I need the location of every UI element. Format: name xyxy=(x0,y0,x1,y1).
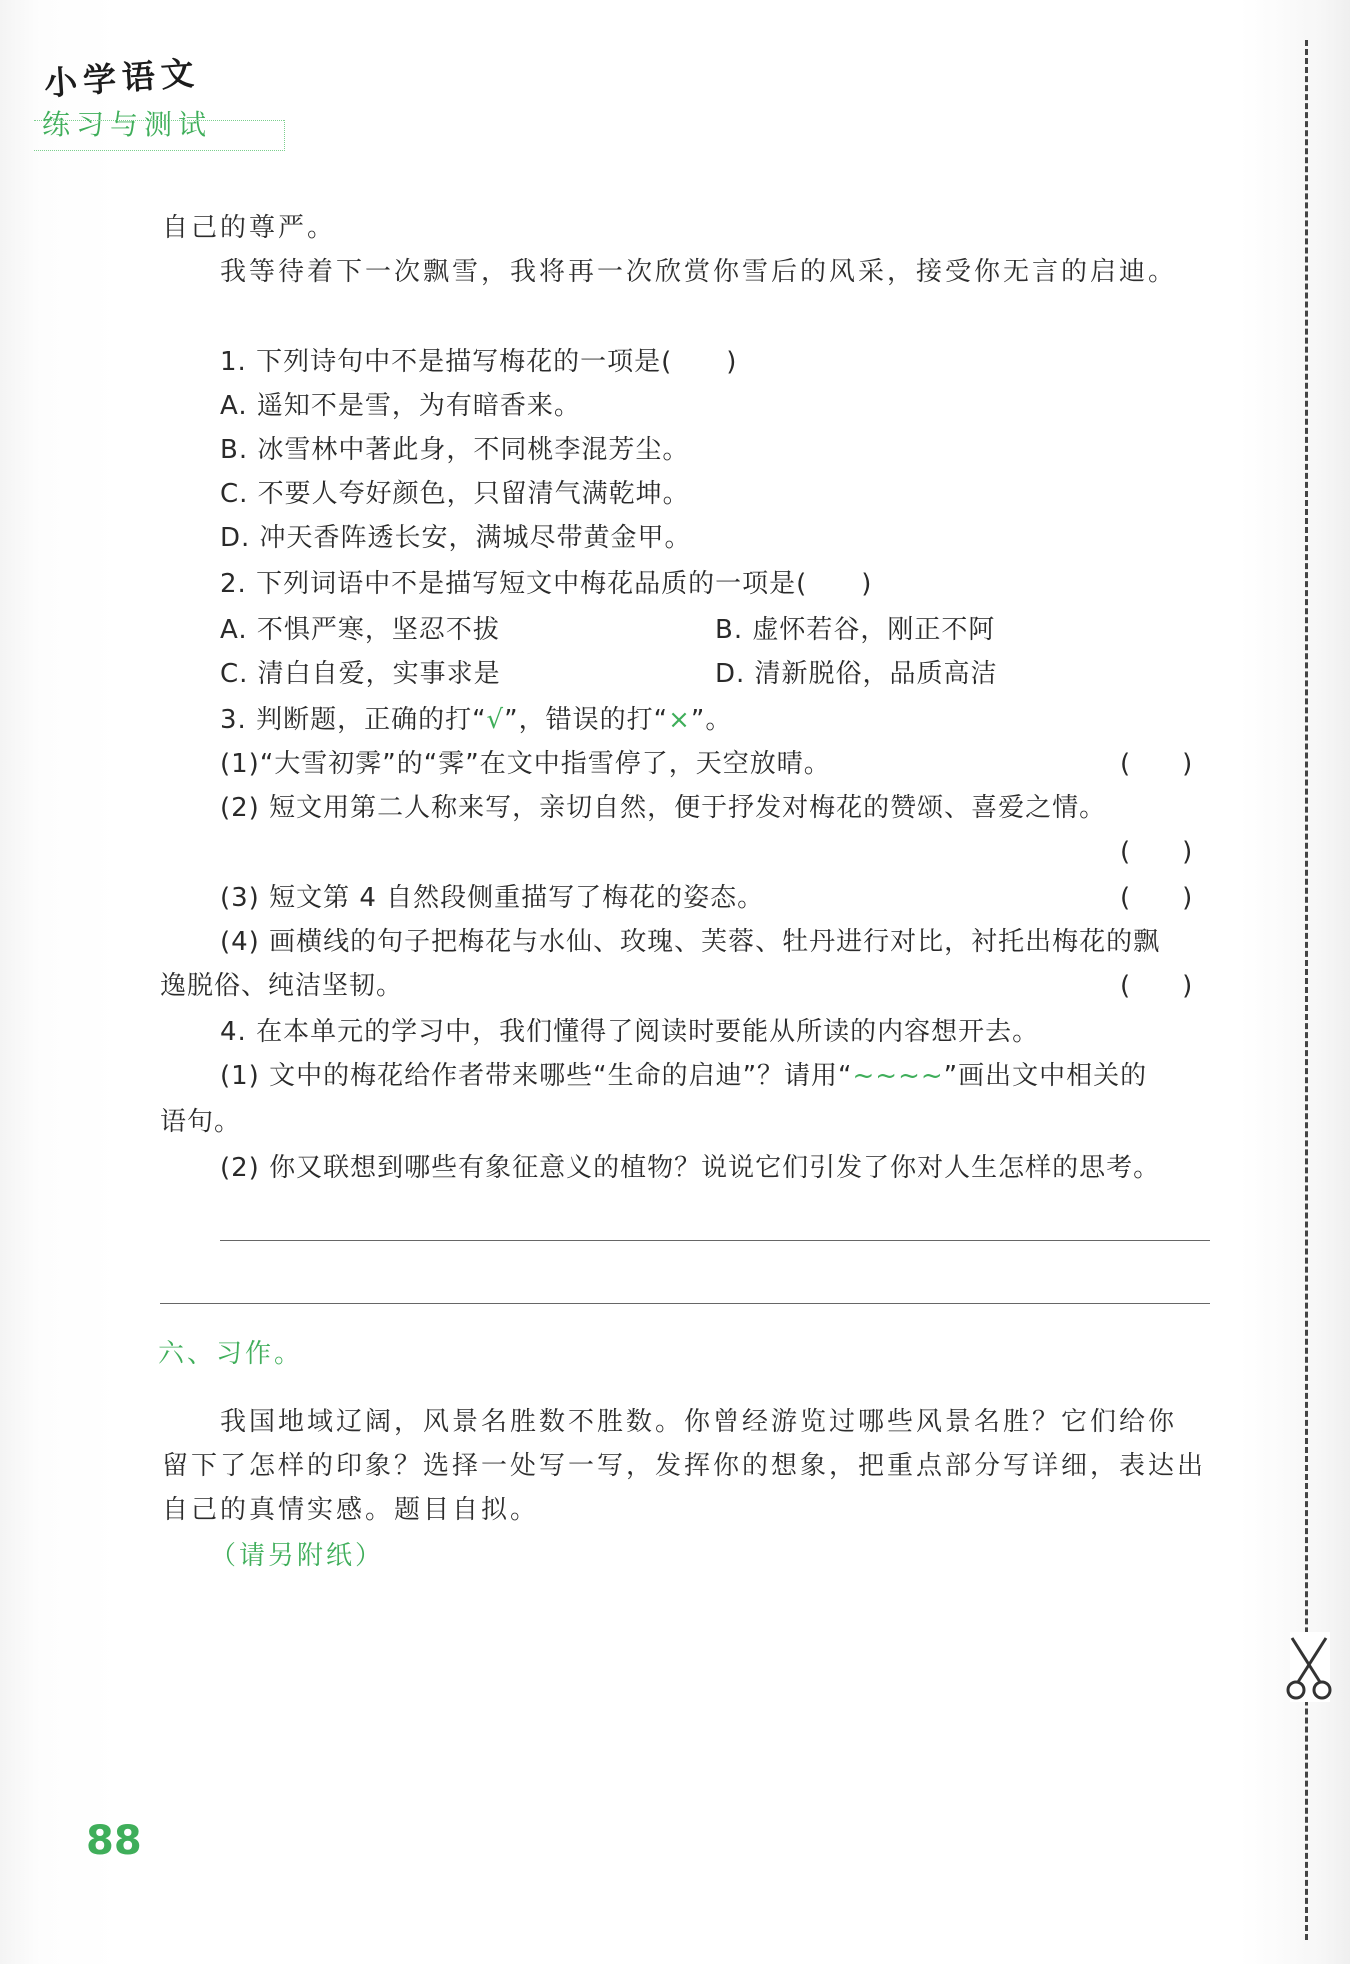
question-2-option-a: A. 不惧严寒，坚忍不拔 xyxy=(220,615,500,645)
question-4-sub-1-post: ”画出文中相关的 xyxy=(943,1061,1148,1091)
question-3-item-1: (1)“大雪初霁”的“霁”在文中指雪停了，天空放晴。 xyxy=(220,749,831,779)
passage-line: 我等待着下一次飘雪，我将再一次欣赏你雪后的风采，接受你无言的启迪。 xyxy=(220,257,1178,287)
page-number: 88 xyxy=(86,1818,142,1864)
question-2-option-c: C. 清白自爱，实事求是 xyxy=(220,659,501,689)
header-frame xyxy=(34,120,285,151)
question-2-stem: 2. 下列词语中不是描写短文中梅花品质的一项是( ) xyxy=(220,569,873,599)
answer-blank[interactable]: ( ) xyxy=(1120,971,1193,1001)
check-mark: √ xyxy=(486,705,505,735)
answer-line[interactable] xyxy=(220,1240,1210,1241)
question-1-stem: 1. 下列诗句中不是描写梅花的一项是( ) xyxy=(220,347,738,377)
section-6-line: 我国地域辽阔，风景名胜数不胜数。你曾经游览过哪些风景名胜？它们给你 xyxy=(220,1407,1178,1437)
series-title: 小学语文 xyxy=(42,53,202,103)
cross-mark: × xyxy=(668,705,691,735)
question-3-stem-mid: ”，错误的打“ xyxy=(504,705,669,735)
question-3-item-4-cont: 逸脱俗、纯洁坚韧。 xyxy=(160,971,404,1001)
question-3-stem xyxy=(220,698,732,742)
question-3-item-2: (2) 短文用第二人称来写，亲切自然，便于抒发对梅花的赞颂、喜爱之情。 xyxy=(220,793,1107,823)
question-3-stem-pre: 3. 判断题，正确的打“ xyxy=(220,705,487,735)
question-4-sub-1 xyxy=(220,1054,1147,1098)
question-3-item-3: (3) 短文第 4 自然段侧重描写了梅花的姿态。 xyxy=(220,883,765,913)
wavy-line-mark: ~~~~ xyxy=(852,1061,944,1091)
passage-line: 自己的尊严。 xyxy=(162,213,337,243)
book-title: 练习与测试 xyxy=(42,108,213,141)
answer-blank[interactable]: ( ) xyxy=(1120,749,1193,779)
header-frame-top xyxy=(34,120,284,121)
question-4-sub-2: (2) 你又联想到哪些有象征意义的植物？说说它们引发了你对人生怎样的思考。 xyxy=(220,1153,1161,1183)
question-2-option-d: D. 清新脱俗，品质高洁 xyxy=(715,659,998,689)
attach-paper-note: （请另附纸） xyxy=(210,1541,385,1571)
section-6-line: 留下了怎样的印象？选择一处写一写，发挥你的想象，把重点部分写详细，表达出 xyxy=(162,1451,1207,1481)
question-1-option-c: C. 不要人夸好颜色，只留清气满乾坤。 xyxy=(220,479,690,509)
question-2-option-b: B. 虚怀若谷，刚正不阿 xyxy=(715,615,996,645)
section-6-line: 自己的真情实感。题目自拟。 xyxy=(162,1495,540,1525)
question-3-item-4: (4) 画横线的句子把梅花与水仙、玫瑰、芙蓉、牡丹进行对比，衬托出梅花的飘 xyxy=(220,927,1161,957)
answer-blank[interactable]: ( ) xyxy=(1120,883,1193,913)
question-3-stem-post: ”。 xyxy=(690,705,733,735)
question-4-sub-1-cont: 语句。 xyxy=(160,1107,242,1137)
answer-line[interactable] xyxy=(160,1303,1210,1304)
question-1-option-a: A. 遥知不是雪，为有暗香来。 xyxy=(220,391,581,421)
section-6-heading: 六、习作。 xyxy=(158,1339,304,1369)
scissors-icon xyxy=(1280,1632,1336,1702)
question-1-option-d: D. 冲天香阵透长安，满城尽带黄金甲。 xyxy=(220,523,692,553)
answer-blank[interactable]: ( ) xyxy=(1120,837,1193,867)
question-1-option-b: B. 冰雪林中著此身，不同桃李混芳尘。 xyxy=(220,435,690,465)
question-4-stem: 4. 在本单元的学习中，我们懂得了阅读时要能从所读的内容想开去。 xyxy=(220,1017,1040,1047)
question-4-sub-1-pre: (1) 文中的梅花给作者带来哪些“生命的启迪”？请用“ xyxy=(220,1061,853,1091)
